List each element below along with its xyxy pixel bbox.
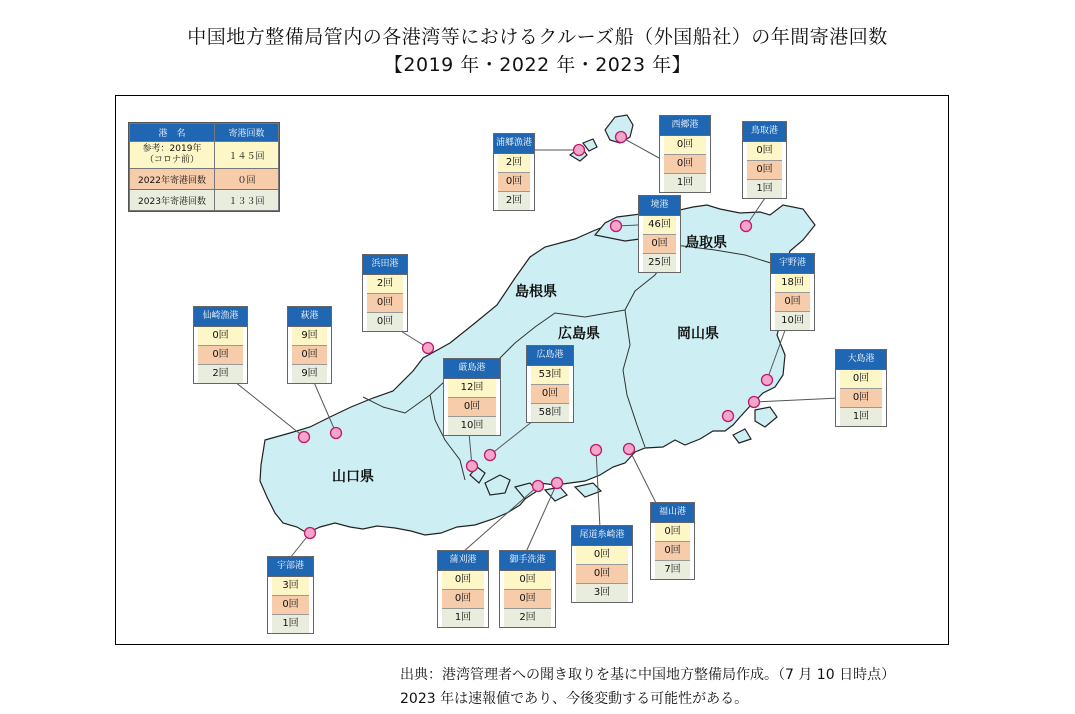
port-name: 広島港 [527,346,573,366]
port-name: 御手洗港 [500,551,555,571]
port-box-tottori [742,121,787,199]
port-2023: 0回 [367,313,403,331]
marker-kamagari [533,481,544,492]
port-name: 西郷港 [660,116,710,136]
marker-fukuyama [624,444,635,455]
port-box-sakai [638,195,681,273]
port-box-itsukushima [443,358,501,436]
legend-header-port: 港 名 [130,124,215,142]
port-name: 宇部港 [268,557,313,577]
port-2023: 10回 [448,417,496,435]
port-2022: 0回 [442,590,484,609]
port-name: 萩港 [288,307,331,327]
marker-hiroshima [485,450,496,461]
port-2023: 9回 [292,365,327,383]
port-name: 仙崎漁港 [194,307,247,327]
port-2019: 0回 [747,142,782,161]
port-2019: 0回 [576,546,628,565]
port-2022: 0回 [498,173,530,192]
marker-tottori [741,221,752,232]
pref-label-yamaguchi: 山口県 [332,469,374,485]
port-2023: 3回 [576,584,628,602]
legend-label-2022: 2022年寄港回数 [130,169,215,190]
source-note: 出典：港湾管理者への聞き取りを基に中国地方整備局作成。（7 月 10 日時点） [400,667,896,683]
provisional-note: 2023 年は速報値であり、今後変動する可能性がある。 [400,691,749,707]
port-2022: 0回 [775,293,810,312]
pref-label-hiroshima: 広島県 [558,326,600,342]
port-2019: 12回 [448,379,496,398]
legend-value-2019: １４５回 [215,142,279,169]
port-box-saigo [659,115,711,193]
port-2023: 2回 [198,365,243,383]
port-box-hiroshima [526,345,574,423]
port-box-hagi [287,306,332,384]
port-2022: 0回 [531,385,569,404]
port-2022: 0回 [655,542,690,561]
marker-uno [762,375,773,386]
marker-saigo [616,132,627,143]
pref-label-okayama: 岡山県 [677,326,719,342]
port-2019: 46回 [643,216,676,235]
port-name: 蒲刈港 [438,551,488,571]
legend-value-2023: １３３回 [215,190,279,211]
port-2019: 0回 [442,571,484,590]
port-2022: 0回 [272,596,309,615]
port-2019: 3回 [272,577,309,596]
marker-itsukushima [467,461,478,472]
port-2019: 18回 [775,274,810,293]
marker-mitarai [552,478,563,489]
port-name: 鳥取港 [743,122,786,142]
port-2022: 0回 [367,294,403,313]
port-2023: 25回 [643,254,676,272]
port-2019: 2回 [367,275,403,294]
port-name: 浜田港 [363,255,407,275]
marker-urago [574,145,585,156]
port-2023: 1回 [840,408,882,426]
port-2019: 0回 [840,370,882,389]
port-box-hamada [362,254,408,332]
port-2022: 0回 [664,155,706,174]
port-box-onomichi [571,525,633,603]
page-title: 中国地方整備局管内の各港湾等におけるクルーズ船（外国船社）の年間寄港回数 [187,26,888,48]
marker-onomichi [591,445,602,456]
port-2019: 0回 [664,136,706,155]
port-box-kamagari [437,550,489,628]
port-box-ube [267,556,314,634]
port-box-oshima [835,349,887,427]
port-name: 福山港 [651,503,694,523]
port-name: 尾道糸崎港 [572,526,632,546]
port-box-urago [493,133,535,211]
legend-table [128,122,280,212]
port-2023: 58回 [531,404,569,422]
port-2023: 1回 [442,609,484,627]
port-name: 大島港 [836,350,886,370]
port-2019: 0回 [504,571,551,590]
pref-label-shimane: 島根県 [515,284,557,300]
port-2022: 0回 [840,389,882,408]
port-2022: 0回 [643,235,676,254]
marker-oshima [749,397,760,408]
marker-senzaki [299,432,310,443]
port-2022: 0回 [504,590,551,609]
legend-header-count: 寄港回数 [215,124,279,142]
port-2019: 2回 [498,154,530,173]
port-2023: 10回 [775,312,810,330]
port-name: 境港 [639,196,680,216]
port-name: 厳島港 [444,359,500,379]
port-2022: 0回 [747,161,782,180]
port-box-senzaki [193,306,248,384]
port-2019: 9回 [292,327,327,346]
port-2019: 53回 [531,366,569,385]
port-name: 宇野港 [771,254,814,274]
port-2023: 7回 [655,561,690,579]
port-2023: 1回 [747,180,782,198]
pref-label-tottori: 鳥取県 [685,235,727,251]
page-subtitle: 【2019 年・2022 年・2023 年】 [383,54,692,76]
port-2019: 0回 [655,523,690,542]
port-2022: 0回 [448,398,496,417]
port-2023: 1回 [664,174,706,192]
legend-value-2022: ０回 [215,169,279,190]
port-2019: 0回 [198,327,243,346]
port-2023: 2回 [504,609,551,627]
port-2022: 0回 [576,565,628,584]
port-box-fukuyama [650,502,695,580]
marker-ube [305,528,316,539]
port-box-uno [770,253,815,331]
legend-label-2023: 2023年寄港回数 [130,190,215,211]
marker-extra-1 [723,411,734,422]
port-2023: 2回 [498,192,530,210]
marker-sakai [611,221,622,232]
legend-label-2019: 参考：2019年 （コロナ前） [130,142,215,169]
port-name: 浦郷漁港 [494,134,534,154]
marker-hagi [331,428,342,439]
port-2022: 0回 [198,346,243,365]
marker-hamada [423,343,434,354]
port-2022: 0回 [292,346,327,365]
port-2023: 1回 [272,615,309,633]
port-box-mitarai [499,550,556,628]
